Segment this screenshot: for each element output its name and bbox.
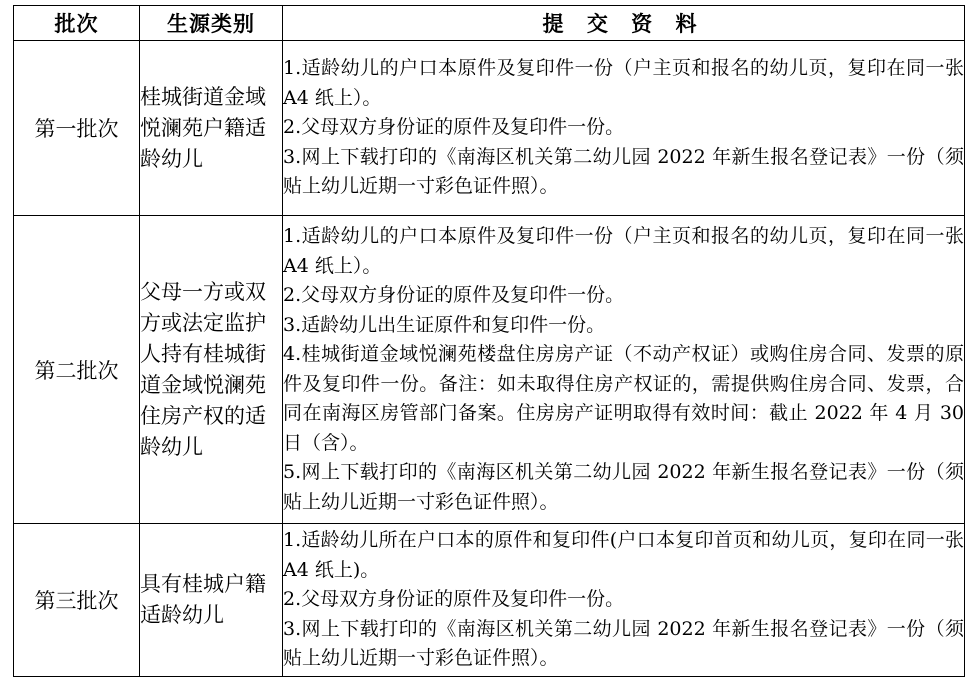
enrollment-materials-table bbox=[13, 5, 965, 677]
header-row bbox=[14, 6, 965, 41]
material-item: 3.适龄幼儿出生证原件和复印件一份。 bbox=[283, 313, 606, 336]
material-item: 3.网上下载打印的《南海区机关第二幼儿园 2022 年新生报名登记表》一份（须贴上幼儿近期一寸彩色证件照）。 bbox=[283, 617, 964, 670]
header-materials: 提 交 资 料 bbox=[283, 6, 965, 41]
material-item: 2.父母双方身份证的原件及复印件一份。 bbox=[283, 588, 625, 611]
material-item: 4.桂城街道金域悦澜苑楼盘住房房产证（不动产权证）或购住房合同、发票的原件及复印件一份。备注：如未取得住房产权证的，需提供购住房合同、发票，合同在南海区房管部门备案。住房房产证明取得有效时间：截止 2022 年 4 月 30 日（含）。 bbox=[283, 343, 964, 454]
material-item: 2.父母双方身份证的原件及复印件一份。 bbox=[283, 116, 625, 139]
materials-cell bbox=[283, 524, 965, 677]
materials-cell bbox=[283, 216, 965, 524]
material-item: 2.父母双方身份证的原件及复印件一份。 bbox=[283, 284, 625, 306]
material-item: 1.适龄幼儿所在户口本的原件和复印件(户口本复印首页和幼儿页，复印在同一张 A4 纸上)。 bbox=[283, 529, 964, 581]
material-item: 3.网上下载打印的《南海区机关第二幼儿园 2022 年新生报名登记表》一份（须贴上幼儿近期一寸彩色证件照）。 bbox=[283, 145, 964, 198]
source-cell: 具有桂城户籍适龄幼儿 bbox=[140, 524, 283, 677]
batch-cell: 第二批次 bbox=[14, 216, 140, 524]
header-batch: 批次 bbox=[14, 6, 140, 41]
batch-cell: 第一批次 bbox=[14, 41, 140, 216]
source-cell: 桂城街道金域悦澜苑户籍适龄幼儿 bbox=[140, 41, 283, 216]
materials-cell bbox=[283, 41, 965, 216]
material-item: 1.适龄幼儿的户口本原件及复印件一份（户主页和报名的幼儿页，复印在同一张 A4 纸上）。 bbox=[283, 57, 964, 109]
table-row bbox=[14, 216, 965, 524]
source-cell: 父母一方或双方或法定监护人持有桂城街道金域悦澜苑住房产权的适龄幼儿 bbox=[140, 216, 283, 524]
material-item: 1.适龄幼儿的户口本原件及复印件一份（户主页和报名的幼儿页，复印在同一张 A4 纸上）。 bbox=[283, 225, 964, 277]
table-row bbox=[14, 524, 965, 677]
batch-cell: 第三批次 bbox=[14, 524, 140, 677]
material-item: 5.网上下载打印的《南海区机关第二幼儿园 2022 年新生报名登记表》一份（须贴上幼儿近期一寸彩色证件照）。 bbox=[283, 461, 964, 513]
header-source: 生源类别 bbox=[140, 6, 283, 41]
table-row bbox=[14, 41, 965, 216]
